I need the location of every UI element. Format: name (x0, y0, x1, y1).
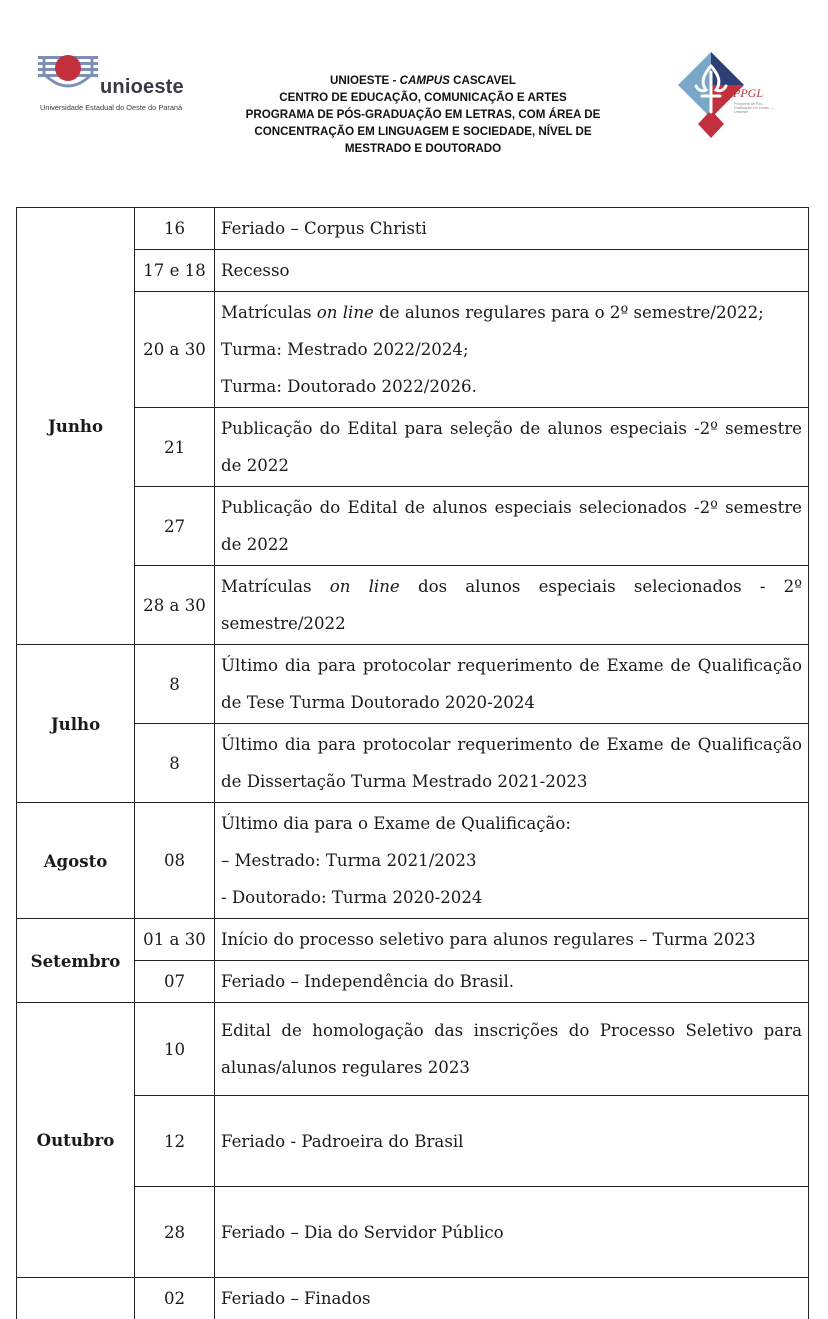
event-line: Turma: Doutorado 2022/2026. (221, 368, 802, 405)
month-cell-setembro: Setembro (17, 919, 135, 1003)
ppgl-logo (678, 52, 788, 144)
table-row (17, 1096, 809, 1187)
header-line-1-prefix: UNIOESTE - (330, 74, 396, 87)
day-cell: 17 e 18 (135, 250, 215, 292)
event-cell: Início do processo seletivo para alunos regulares – Turma 2023 (215, 919, 809, 961)
event-line (221, 294, 802, 331)
event-text-italic: on line (330, 577, 400, 596)
table-row (17, 645, 809, 724)
unioeste-logo (38, 52, 198, 118)
header-line-1-campus: CAMPUS (400, 74, 450, 87)
day-cell: 28 (135, 1187, 215, 1278)
header-line-1-suffix: CASCAVEL (453, 74, 516, 87)
event-cell: Feriado – Independência do Brasil. (215, 961, 809, 1003)
event-cell: Edital de homologação das inscrições do Processo Seletivo para alunas/alunos regulares 2023 (215, 1003, 809, 1096)
day-cell: 01 a 30 (135, 919, 215, 961)
ppgl-subtitle: Programa de Pós-Graduação em Letras — Unioeste (734, 102, 780, 114)
table-row (17, 208, 809, 250)
month-cell-agosto: Agosto (17, 803, 135, 919)
day-cell: 16 (135, 208, 215, 250)
table-row (17, 1278, 809, 1319)
day-cell: 27 (135, 487, 215, 566)
month-cell-junho: Junho (17, 208, 135, 645)
event-cell: Último dia para protocolar requerimento de Exame de Qualificação de Tese Turma Doutorado 2020-2024 (215, 645, 809, 724)
header-line-2: CENTRO DE EDUCAÇÃO, COMUNICAÇÃO E ARTES (228, 89, 618, 106)
unioeste-subtitle: Universidade Estadual do Oeste do Paraná (40, 103, 182, 112)
event-cell: Feriado – Finados (215, 1278, 809, 1319)
table-row (17, 961, 809, 1003)
event-cell: Feriado – Dia do Servidor Público (215, 1187, 809, 1278)
event-cell: Publicação do Edital de alunos especiais selecionados -2º semestre de 2022 (215, 487, 809, 566)
event-line: – Mestrado: Turma 2021/2023 (221, 842, 802, 879)
ppgl-wordmark: PPGL (733, 86, 763, 101)
day-cell: 12 (135, 1096, 215, 1187)
header-line-5: MESTRADO E DOUTORADO (228, 140, 618, 157)
event-line: Turma: Mestrado 2022/2024; (221, 331, 802, 368)
table-row (17, 1187, 809, 1278)
event-cell: Último dia para protocolar requerimento de Exame de Qualificação de Dissertação Turma Mestrado 2021-2023 (215, 724, 809, 803)
table-row (17, 408, 809, 487)
day-cell: 08 (135, 803, 215, 919)
day-cell: 21 (135, 408, 215, 487)
day-cell: 10 (135, 1003, 215, 1096)
table-row (17, 487, 809, 566)
day-cell: 28 a 30 (135, 566, 215, 645)
event-cell (215, 566, 809, 645)
event-cell: Publicação do Edital para seleção de alunos especiais -2º semestre de 2022 (215, 408, 809, 487)
event-line: Último dia para o Exame de Qualificação: (221, 805, 802, 842)
day-cell: 02 (135, 1278, 215, 1319)
table-row (17, 566, 809, 645)
institution-header (228, 72, 618, 157)
event-cell: Recesso (215, 250, 809, 292)
academic-calendar-table (16, 207, 809, 1319)
event-text: Matrículas (221, 577, 312, 596)
month-cell-novembro (17, 1278, 135, 1319)
event-line: - Doutorado: Turma 2020-2024 (221, 879, 802, 916)
table-row (17, 724, 809, 803)
header-line-3: PROGRAMA DE PÓS-GRADUAÇÃO EM LETRAS, COM ÁREA DE (228, 106, 618, 123)
table-row (17, 919, 809, 961)
event-text-italic: on line (317, 303, 374, 322)
table-row (17, 250, 809, 292)
event-text: Matrículas (221, 303, 312, 322)
month-cell-julho: Julho (17, 645, 135, 803)
event-cell: Feriado – Corpus Christi (215, 208, 809, 250)
event-cell: Feriado - Padroeira do Brasil (215, 1096, 809, 1187)
day-cell: 07 (135, 961, 215, 1003)
event-text: dos alunos especiais selecionados - 2º semestre/2022 (221, 577, 802, 633)
event-cell (215, 292, 809, 408)
unioeste-wordmark: unioeste (100, 76, 184, 99)
header-line-1 (228, 72, 618, 89)
month-cell-outubro: Outubro (17, 1003, 135, 1278)
day-cell: 8 (135, 724, 215, 803)
event-text: de alunos regulares para o 2º semestre/2022; (379, 303, 764, 322)
table-row (17, 803, 809, 919)
day-cell: 20 a 30 (135, 292, 215, 408)
table-row (17, 1003, 809, 1096)
unioeste-emblem-icon (38, 52, 98, 100)
event-cell (215, 803, 809, 919)
day-cell: 8 (135, 645, 215, 724)
header-line-4: CONCENTRAÇÃO EM LINGUAGEM E SOCIEDADE, NÍVEL DE (228, 123, 618, 140)
table-row (17, 292, 809, 408)
